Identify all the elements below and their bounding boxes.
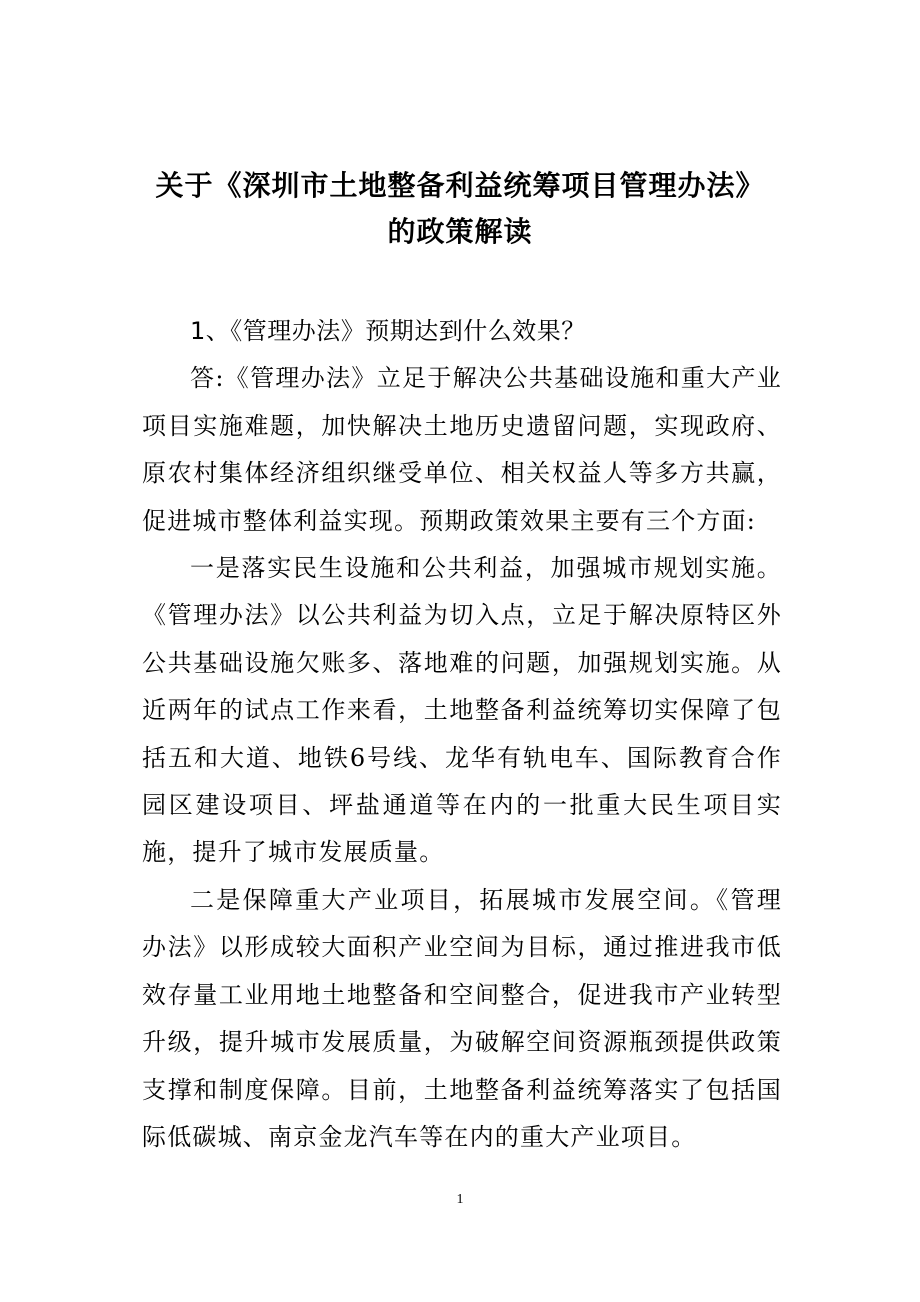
question-heading: 1、《管理办法》预期达到什么效果？ [190,317,586,345]
page-number: 1 [456,1192,464,1207]
document-title-line2: 的政策解读 [387,215,533,248]
paragraph-point-two: 二是保障重大产业项目，拓展城市发展空间。《管理办法》以形成较大面积产业空间为目标，通过推进我市低效存量工业用地土地整备和空间整合，促进我市产业转型升级，提升城市发展质量，为破解空间资源瓶颈提供政策支撑和制度保障。目前，土地整备利益统筹落实了包括国际低碳城、南京金龙汽车等在内的重大产业项目。 [142,885,782,1151]
paragraph-point-one: 一是落实民生设施和公共利益，加强城市规划实施。《管理办法》以公共利益为切入点，立足于解决原特区外公共基础设施欠账多、落地难的问题，加强规划实施。从近两年的试点工作来看，土地整备利益统筹切实保障了包括五和大道、地铁6号线、龙华有轨电车、国际教育合作园区建设项目、坪盐通道等在内的一批重大民生项目实施，提升了城市发展质量。 [142,554,782,867]
document-body [142,308,782,1161]
answer-paragraph: 答:《管理办法》立足于解决公共基础设施和重大产业项目实施难题，加快解决土地历史遗留问题，实现政府、原农村集体经济组织继受单位、相关权益人等多方共赢，促进城市整体利益实现。预期政策效果主要有三个方面: [142,364,782,535]
document-title-line1: 关于《深圳市土地整备利益统筹项目管理办法》 [155,169,765,202]
